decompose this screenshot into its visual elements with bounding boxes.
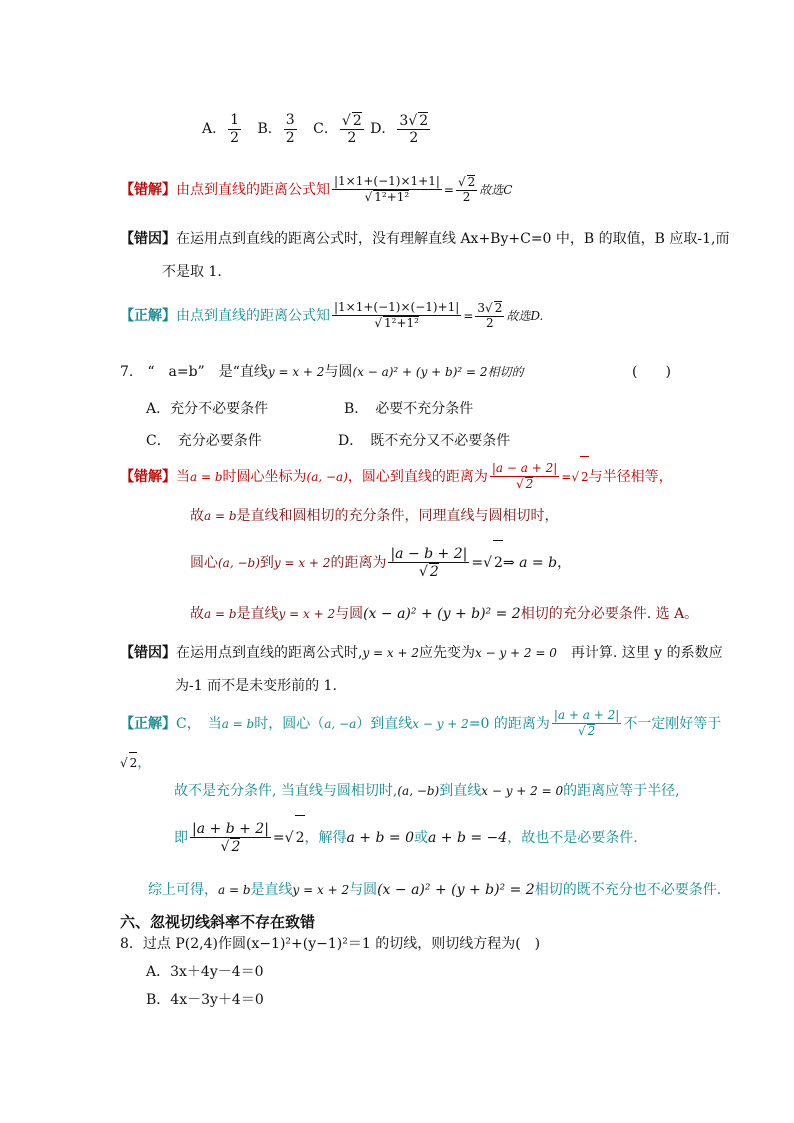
- wrong-formula: $\frac{|1\times 1+(-1)\times 1+1|}{\text{√ 1²+1²}}$: [334, 174, 440, 204]
- q7-wrong-l1-d: (a, −a): [306, 470, 348, 484]
- q7-right-line1: [120, 704, 721, 744]
- q7-wrong-l1-frac: $\frac{|a - a + 2|}{√ 2}$: [491, 461, 558, 491]
- q7-right-l3-c: 到直线: [439, 783, 482, 799]
- q7-wrong-line3: 圆心(a, −b)到y = x + 2的距离为 $\frac{|a - b + 2|}{√ 2}$ =√ 2⇒ a = b，: [190, 540, 571, 584]
- wrong-eq: =: [443, 183, 454, 197]
- q7-right-l2: ，: [137, 755, 152, 771]
- q6-options: [202, 108, 432, 150]
- right-eq: =: [463, 309, 474, 323]
- wrong-label: 【错解】: [120, 182, 176, 198]
- q7-right-l4-f: a + b = −4: [427, 830, 508, 846]
- q7-wrong-l1-b: a = b: [190, 470, 223, 484]
- wrong-result: $\frac{√ 2}{2}$: [457, 175, 476, 204]
- q7-right-l4-g: ，故也不是必要条件.: [507, 830, 638, 846]
- q7-right-l4-c: ，解得: [304, 830, 347, 846]
- q7-option-b: B． 必要不充分条件: [344, 401, 474, 417]
- right-result: $\frac{3√ 2}{2}$: [477, 301, 503, 330]
- q7-cause-line2: [175, 676, 337, 696]
- q7-stem-c: 与圆: [324, 364, 353, 380]
- q7-wrong-l3-h: ，: [557, 555, 572, 571]
- q7-right-l5-c: 是直线: [250, 882, 293, 898]
- q7-right-l1-frac: $\frac{|a + a + 2|}{√ 2}$: [553, 708, 620, 738]
- q7-cause-l1-e: 再计算. 这里 y 的系数应: [556, 645, 723, 661]
- q7-right-l5-b: a = b: [218, 883, 251, 897]
- q7-right-l1-e: ）到直线: [356, 716, 413, 732]
- wrong-tail: 故选C: [479, 183, 513, 197]
- q7-wrong-l3-frac: $\frac{|a - b + 2|}{√ 2}$: [390, 545, 468, 580]
- q7-line-eq: y = x + 2: [267, 365, 325, 379]
- q7-answer-paren: ( ): [632, 364, 671, 380]
- q7-wrong-l3-c: 到: [259, 555, 274, 571]
- option-c-frac: $\frac{√ 2}{2}$: [341, 112, 362, 146]
- q7-wrong-l3-g: ⇒ a = b: [502, 555, 558, 571]
- q6-cause-2: [162, 262, 222, 282]
- q7-right-l1-g: =0 的距离为: [468, 716, 550, 732]
- q7-wrong-l4-b: a = b: [204, 607, 237, 621]
- option-b-label: B．: [257, 121, 282, 137]
- q7-right-line5: [148, 880, 721, 900]
- q7-wrong-line2: [190, 506, 559, 526]
- q7-wrong-line4: [190, 604, 698, 624]
- right-text: 由点到直线的距离公式知: [176, 308, 330, 324]
- q8-stem: 8．过点 P(2,4)作圆(x−1)²+(y−1)²＝1 的切线，则切线方程为( ): [120, 936, 541, 952]
- q8-option-a: A．3x＋4y－4＝0: [146, 964, 264, 980]
- q7-wrong-l1-a: 当: [176, 469, 190, 485]
- q7-cause-l1-c: 应先变为: [419, 645, 476, 661]
- cause-label: 【错因】: [120, 231, 176, 247]
- q7-right-l4-frac: $\frac{|a + b + 2|}{√ 2}$: [192, 820, 269, 855]
- q7-right-l3-d: x − y + 2 = 0: [481, 784, 564, 798]
- q7-wrong-line1: 【错解】当a = b时圆心坐标为(a, −a)，圆心到直线的距离为 $\frac{|a - a + 2|}{√ 2}$ =√ 2与半径相等，: [120, 456, 673, 496]
- q7-right-l5-f: (x − a)² + (y + b)² = 2: [377, 882, 535, 898]
- q7-options-row1: [146, 399, 474, 419]
- q7-right-line4: 即 $\frac{|a + b + 2|}{√ 2}$ =√ 2，解得a + b = 0或a + b = −4，故也不是必要条件.: [174, 815, 638, 859]
- q6-cause-1: [120, 229, 729, 249]
- q7-circle-eq: (x − a)² + (y + b)² = 2相切的: [352, 365, 524, 379]
- q7-option-c: C． 充分必要条件: [146, 433, 262, 449]
- q7-stem-a: 7. “ a=b” 是“直线: [120, 364, 268, 380]
- q7-option-a: A．充分不必要条件: [146, 401, 269, 417]
- q7-cause-label: 【错因】: [120, 645, 176, 661]
- q7-wrong-l1-f: =: [561, 470, 572, 484]
- q7-right-label: 【正解】: [120, 716, 176, 732]
- q7-right-l4-e: 或: [413, 830, 428, 846]
- q7-right-l1-b: a = b: [221, 717, 255, 731]
- option-a-frac: $\frac{1}{2}$: [230, 112, 240, 146]
- q7-wrong-l4-d: y = x + 2: [278, 607, 336, 621]
- right-label: 【正解】: [120, 308, 176, 324]
- q7-stem: [120, 362, 680, 382]
- q7-wrong-l2-c: 是直线和圆相切的充分条件，同理直线与圆相切时，: [236, 508, 559, 524]
- q7-right-l1-f: x − y + 2: [412, 717, 469, 731]
- q6-right-solution: [120, 296, 543, 336]
- q7-right-l1-d: a, −a: [324, 717, 357, 731]
- q7-right-line2: √ 2，: [120, 752, 151, 773]
- q7-right-l1-h: 不一定刚好等于: [623, 716, 722, 732]
- q7-wrong-l3-d: y = x + 2: [273, 556, 331, 570]
- q7-wrong-l2-b: a = b: [204, 509, 237, 523]
- q7-wrong-l4-a: 故: [190, 606, 204, 622]
- q7-wrong-l4-g: 相切的充分必要条件. 选 A。: [520, 606, 699, 622]
- right-formula: $\frac{|1\times 1+(-1)\times(-1)+1|}{\text{√ 1²+1²}}$: [334, 300, 460, 330]
- q7-right-l5-a: 综上可得，: [148, 882, 218, 898]
- cause-text-1: 在运用点到直线的距离公式时，没有理解直线 Ax+By+C=0 中，B 的取值，B 应取-1,而: [176, 231, 730, 247]
- q7-wrong-l4-f: (x − a)² + (y + b)² = 2: [363, 606, 521, 622]
- q7-wrong-label: 【错解】: [120, 469, 176, 485]
- wrong-text: 由点到直线的距离公式知: [176, 182, 330, 198]
- q7-options-row2: [146, 431, 511, 451]
- q7-right-l1-c: 时，圆心（: [254, 716, 325, 732]
- q7-right-line3: [174, 781, 680, 801]
- q7-right-l5-d: y = x + 2: [292, 883, 350, 897]
- q7-right-l4-d: a + b = 0: [346, 830, 414, 846]
- q7-right-l3-a: 故不是充分条件, 当直线与圆相切时,: [174, 783, 398, 799]
- q6-wrong-solution: [120, 170, 512, 210]
- option-b-frac: $\frac{3}{2}$: [285, 112, 295, 146]
- q7-right-l3-e: 的距离应等于半径,: [563, 783, 680, 799]
- q7-wrong-l3-e: 的距离为: [330, 555, 387, 571]
- option-d-label: D．: [370, 121, 396, 137]
- section-heading: 六、忽视切线斜率不存在致错: [120, 913, 316, 931]
- q7-right-l4-b: =: [272, 830, 285, 846]
- q7-cause-l2: 为-1 而不是未变形前的 1.: [175, 678, 337, 694]
- q7-cause-l1-a: 在运用点到直线的距离公式时,: [176, 645, 363, 661]
- option-c-label: C．: [313, 121, 338, 137]
- cause-text-2: 不是取 1.: [162, 264, 222, 280]
- q7-wrong-l3-b: (a, −b): [218, 556, 260, 570]
- q8-option-b: B．4x－3y＋4＝0: [146, 992, 264, 1008]
- q7-right-l3-b: (a, −b): [397, 784, 440, 798]
- option-d-frac: $\frac{3√ 2}{2}$: [399, 112, 429, 146]
- q7-right-l1-a: C， 当: [176, 716, 222, 732]
- q7-wrong-l4-e: 与圆: [335, 606, 364, 622]
- q7-right-l5-e: 与圆: [349, 882, 378, 898]
- q7-wrong-l1-g: 与半径相等，: [588, 469, 673, 485]
- q7-wrong-l3-f: =: [471, 555, 484, 571]
- q7-cause-line1: [120, 643, 723, 663]
- q7-wrong-l4-c: 是直线: [236, 606, 279, 622]
- right-tail: 故选D.: [506, 309, 544, 323]
- q7-cause-l1-b: y = x + 2: [362, 646, 420, 660]
- q7-right-l4-a: 即: [174, 830, 188, 846]
- option-a-label: A．: [202, 121, 227, 137]
- q7-wrong-l2-a: 故: [190, 508, 204, 524]
- q7-wrong-l1-c: 时圆心坐标为: [222, 469, 307, 485]
- q7-option-d: D． 既不充分又不必要条件: [338, 433, 511, 449]
- q7-wrong-l1-e: ，圆心到直线的距离为: [347, 469, 488, 485]
- q7-right-l5-g: 相切的既不充分也不必要条件.: [534, 882, 722, 898]
- q7-cause-l1-d: x − y + 2 = 0: [475, 646, 557, 660]
- q7-wrong-l3-a: 圆心: [190, 555, 218, 571]
